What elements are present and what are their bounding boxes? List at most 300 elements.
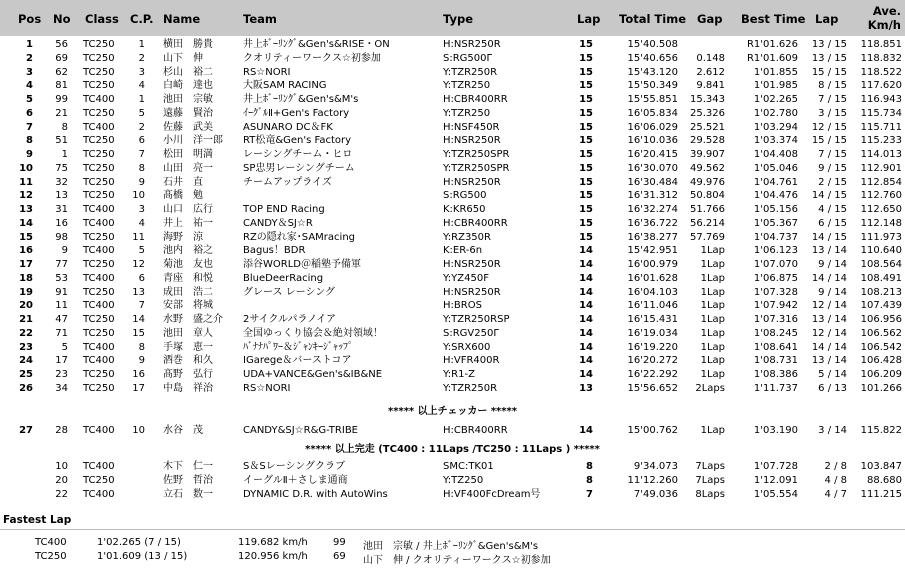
cell-gap: 1Lap bbox=[700, 425, 725, 436]
cell-team: CANDY＆SJ☆R bbox=[243, 217, 313, 229]
cell-cls: TC400 bbox=[83, 461, 115, 472]
cell-team: IGarege＆バーストコア bbox=[243, 355, 352, 367]
cell-name: 海野 涼 bbox=[163, 231, 203, 243]
cell-type: Y:TZR250RSP bbox=[443, 314, 510, 325]
cell-total: 16'20.415 bbox=[627, 149, 678, 160]
cell-type: H:BROS bbox=[443, 300, 482, 312]
cell-cp: 12 bbox=[132, 259, 145, 270]
table-row bbox=[0, 382, 905, 396]
cell-cp: 3 bbox=[138, 204, 145, 215]
cell-best: 1'08.641 bbox=[753, 341, 798, 353]
cell-blap: 14 / 15 bbox=[811, 190, 847, 202]
cell-gap: 39.907 bbox=[690, 149, 725, 160]
cell-cls: TC250 bbox=[83, 474, 115, 486]
cell-pos: 10 bbox=[19, 162, 33, 174]
cell-cls: TC250 bbox=[83, 52, 115, 64]
cell-type: Y:TZR250 bbox=[443, 80, 491, 92]
cell-type: S:RG500Γ bbox=[443, 52, 493, 64]
cell-no: 71 bbox=[55, 327, 68, 339]
cell-gap: 51.766 bbox=[690, 204, 725, 215]
cell-gap: 50.804 bbox=[690, 190, 725, 202]
results-header bbox=[0, 0, 905, 36]
fastest-lap-cls: TC250 bbox=[35, 551, 67, 562]
cell-ave: 114.013 bbox=[860, 149, 902, 160]
cell-type: S:RGV250Γ bbox=[443, 327, 499, 339]
fastest-lap-who: 山下 伸 / クオリティーワークス☆初参加 bbox=[363, 555, 551, 566]
table-row bbox=[0, 368, 905, 382]
table-row bbox=[0, 424, 905, 438]
cell-ave: 112.148 bbox=[860, 217, 902, 229]
cell-pos: 12 bbox=[19, 190, 33, 202]
cell-cp: 17 bbox=[132, 382, 145, 394]
table-row bbox=[0, 354, 905, 368]
cell-ave: 115.233 bbox=[860, 135, 902, 147]
cell-pos: 11 bbox=[19, 176, 33, 188]
fastest-lap-speed: 120.956 km/h bbox=[238, 551, 308, 562]
cell-name: 青座 和悦 bbox=[163, 272, 213, 284]
cell-type: H:CBR400RR bbox=[443, 217, 508, 229]
cell-gap: 57.769 bbox=[690, 231, 725, 243]
cell-type: Y:TZR250SPR bbox=[443, 149, 510, 160]
cell-ave: 106.542 bbox=[860, 341, 902, 353]
cell-no: 17 bbox=[55, 355, 68, 367]
cell-blap: 13 / 15 bbox=[811, 39, 847, 50]
cell-no: 75 bbox=[55, 162, 68, 174]
table-row bbox=[0, 460, 905, 474]
cell-gap: 15.343 bbox=[690, 94, 725, 105]
cell-type: K:KR650 bbox=[443, 204, 486, 215]
cell-gap: 29.528 bbox=[690, 135, 725, 147]
cell-no: 51 bbox=[55, 135, 68, 147]
table-row bbox=[0, 148, 905, 162]
cell-best: 1'03.374 bbox=[753, 135, 798, 147]
cell-ave: 108.213 bbox=[860, 286, 902, 298]
cell-name: 髙橋 勉 bbox=[163, 190, 203, 202]
cell-lap: 15 bbox=[579, 231, 593, 243]
cell-lap: 14 bbox=[579, 272, 593, 284]
cell-pos: 3 bbox=[26, 66, 33, 78]
cell-cp: 9 bbox=[138, 176, 145, 188]
cell-cp: 1 bbox=[138, 39, 145, 50]
cell-no: 56 bbox=[55, 39, 68, 50]
cell-best: 1'01.855 bbox=[753, 66, 798, 78]
cell-best: 1'07.942 bbox=[753, 300, 798, 312]
cell-blap: 9 / 14 bbox=[818, 259, 847, 270]
cell-pos: 13 bbox=[19, 204, 33, 215]
cell-type: H:NSR250R bbox=[443, 286, 501, 298]
cell-lap: 15 bbox=[579, 94, 593, 105]
cell-best: 1'04.737 bbox=[753, 231, 798, 243]
cell-lap: 14 bbox=[579, 369, 593, 380]
cell-cp: 16 bbox=[132, 369, 145, 380]
col-ave-line2: Km/h bbox=[867, 18, 901, 32]
cell-name: 池内 裕之 bbox=[163, 245, 213, 257]
table-row bbox=[0, 66, 905, 80]
col-best-time: Best Time bbox=[741, 12, 806, 26]
cell-cp: 1 bbox=[138, 94, 145, 105]
cell-type: H:NSR250R bbox=[443, 39, 501, 50]
table-row bbox=[0, 286, 905, 300]
cell-ave: 110.640 bbox=[860, 245, 902, 257]
cell-ave: 106.562 bbox=[860, 327, 902, 339]
cell-total: 15'56.652 bbox=[627, 382, 678, 394]
col-total-time: Total Time bbox=[619, 12, 686, 26]
cell-lap: 7 bbox=[586, 488, 593, 500]
cell-name: 安部 将城 bbox=[163, 300, 213, 312]
cell-total: 16'38.277 bbox=[627, 231, 678, 243]
cell-blap: 12 / 14 bbox=[811, 327, 847, 339]
cell-total: 15'50.349 bbox=[627, 80, 678, 92]
cell-lap: 13 bbox=[579, 382, 593, 394]
cell-pos: 1 bbox=[26, 39, 33, 50]
cell-pos: 27 bbox=[19, 425, 33, 436]
cell-no: 31 bbox=[55, 204, 68, 215]
cell-pos: 19 bbox=[19, 286, 33, 298]
table-row bbox=[0, 162, 905, 176]
cell-cls: TC400 bbox=[83, 217, 115, 229]
table-row bbox=[0, 52, 905, 66]
cell-cls: TC400 bbox=[83, 272, 115, 284]
cell-best: 1'05.367 bbox=[753, 217, 798, 229]
cell-team: RZの隠れ家･SAMracing bbox=[243, 231, 356, 243]
fastest-lap-time: 1'01.609 (13 / 15) bbox=[97, 551, 188, 562]
cell-lap: 15 bbox=[579, 80, 593, 92]
cell-total: 11'12.260 bbox=[627, 474, 678, 486]
cell-lap: 14 bbox=[579, 341, 593, 353]
cell-gap: 56.214 bbox=[690, 217, 725, 229]
cell-name: 木下 仁一 bbox=[163, 461, 213, 472]
cell-pos: 21 bbox=[19, 314, 33, 325]
cell-type: H:NSR250R bbox=[443, 176, 501, 188]
cell-cls: TC250 bbox=[83, 107, 115, 119]
cell-no: 53 bbox=[55, 272, 68, 284]
cell-total: 16'19.034 bbox=[627, 327, 678, 339]
table-row bbox=[0, 244, 905, 258]
cell-lap: 15 bbox=[579, 162, 593, 174]
table-row bbox=[0, 176, 905, 190]
cell-cls: TC400 bbox=[83, 245, 115, 257]
cell-blap: 4 / 7 bbox=[824, 488, 847, 500]
cell-cp: 6 bbox=[138, 272, 145, 284]
cell-ave: 106.428 bbox=[860, 355, 902, 367]
cell-gap: 1Lap bbox=[700, 327, 725, 339]
cell-team: Bagus！BDR bbox=[243, 245, 306, 257]
cell-team: S＆Sレーシングクラブ bbox=[243, 461, 346, 472]
cell-blap: 2 / 15 bbox=[818, 176, 847, 188]
cell-blap: 13 / 14 bbox=[811, 314, 847, 325]
cell-no: 10 bbox=[55, 461, 68, 472]
cell-cls: TC250 bbox=[83, 135, 115, 147]
cell-ave: 106.209 bbox=[860, 369, 902, 380]
cell-cls: TC250 bbox=[83, 369, 115, 380]
cell-name: 山口 広行 bbox=[163, 204, 213, 215]
cell-cls: TC250 bbox=[83, 80, 115, 92]
cell-type: H:NSR250R bbox=[443, 135, 501, 147]
cell-cp: 6 bbox=[138, 135, 145, 147]
cell-gap: 25.521 bbox=[690, 121, 725, 133]
cell-ave: 111.973 bbox=[860, 231, 902, 243]
cell-no: 47 bbox=[55, 314, 68, 325]
cell-no: 22 bbox=[55, 488, 68, 500]
cell-gap: 25.326 bbox=[690, 107, 725, 119]
cell-blap: 5 / 14 bbox=[818, 369, 847, 380]
cell-name: 水谷 茂 bbox=[163, 425, 203, 436]
cell-lap: 8 bbox=[586, 461, 593, 472]
cell-name: 菊池 友也 bbox=[163, 259, 213, 270]
cell-name: 酒巻 和久 bbox=[163, 355, 213, 367]
cell-gap: 1Lap bbox=[700, 355, 725, 367]
cell-no: 32 bbox=[55, 176, 68, 188]
cell-cls: TC250 bbox=[83, 39, 115, 50]
cell-team: RT松竜&Gen's Factory bbox=[243, 135, 352, 147]
cell-ave: 118.832 bbox=[860, 52, 902, 64]
cell-cls: TC400 bbox=[83, 425, 115, 436]
cell-no: 34 bbox=[55, 382, 68, 394]
cell-ave: 106.956 bbox=[860, 314, 902, 325]
cell-no: 9 bbox=[61, 245, 68, 257]
cell-cls: TC400 bbox=[83, 341, 115, 353]
cell-best: 1'01.985 bbox=[753, 80, 798, 92]
cell-team: ASUNARO DC＆FK bbox=[243, 121, 333, 133]
cell-total: 16'06.029 bbox=[627, 121, 678, 133]
cell-total: 15'00.762 bbox=[627, 425, 678, 436]
cell-no: 21 bbox=[55, 107, 68, 119]
cell-blap: 12 / 15 bbox=[811, 121, 847, 133]
cell-team: TOP END Racing bbox=[243, 204, 325, 215]
cell-cls: TC400 bbox=[83, 94, 115, 105]
fastest-lap-who: 池田 宗敏 / 井上ﾎﾞｰﾘﾝｸﾞ&Gen's&M's bbox=[363, 541, 539, 552]
cell-best: 1'07.070 bbox=[753, 259, 798, 270]
cell-blap: 14 / 15 bbox=[811, 231, 847, 243]
col-ave bbox=[868, 4, 901, 32]
cell-best: 1'08.245 bbox=[753, 327, 798, 339]
cell-lap: 15 bbox=[579, 39, 593, 50]
cell-team: SP忠男レーシングチーム bbox=[243, 162, 355, 174]
table-row bbox=[0, 121, 905, 135]
cell-cls: TC400 bbox=[83, 300, 115, 312]
col-team: Team bbox=[243, 12, 277, 26]
cell-blap: 6 / 13 bbox=[818, 382, 847, 394]
cell-gap: 1Lap bbox=[700, 286, 725, 298]
cell-cp: 7 bbox=[138, 149, 145, 160]
col-pos: Pos bbox=[18, 12, 42, 26]
cell-gap: 9.841 bbox=[696, 80, 725, 92]
cell-type: H:VF400FcDream号 bbox=[443, 488, 541, 500]
cell-ave: 118.522 bbox=[860, 66, 902, 78]
cell-total: 16'00.979 bbox=[627, 259, 678, 270]
fastest-lap-no: 99 bbox=[333, 537, 346, 548]
fastest-lap-no: 69 bbox=[333, 551, 346, 562]
cell-best: 1'07.728 bbox=[753, 461, 798, 472]
cell-cls: TC400 bbox=[83, 488, 115, 500]
cell-gap: 49.976 bbox=[690, 176, 725, 188]
cell-type: Y:SRX600 bbox=[443, 341, 491, 353]
cell-name: 遠藤 賢治 bbox=[163, 107, 213, 119]
cell-pos: 23 bbox=[19, 341, 33, 353]
cell-blap: 8 / 15 bbox=[818, 80, 847, 92]
cell-no: 20 bbox=[55, 474, 68, 486]
cell-cp: 14 bbox=[132, 314, 145, 325]
cell-pos: 5 bbox=[26, 94, 33, 105]
cell-lap: 14 bbox=[579, 327, 593, 339]
cell-cls: TC400 bbox=[83, 121, 115, 133]
cell-best: 1'04.408 bbox=[753, 149, 798, 160]
cell-pos: 8 bbox=[26, 135, 33, 147]
cell-best: 1'04.761 bbox=[753, 176, 798, 188]
fastest-lap-divider bbox=[0, 529, 905, 530]
cell-total: 15'40.508 bbox=[627, 39, 678, 50]
cell-lap: 14 bbox=[579, 245, 593, 257]
cell-name: 白崎 達也 bbox=[163, 80, 213, 92]
cell-total: 15'40.656 bbox=[627, 52, 678, 64]
cell-lap: 8 bbox=[586, 474, 593, 486]
cell-team: CANDY&SJ☆R&G-TRIBE bbox=[243, 425, 358, 436]
col-cp: C.P. bbox=[130, 12, 154, 26]
cell-lap: 15 bbox=[579, 52, 593, 64]
cell-type: H:CBR400RR bbox=[443, 94, 508, 105]
cell-cp: 5 bbox=[138, 245, 145, 257]
cell-best: 1'08.731 bbox=[753, 355, 798, 367]
cell-name: 横田 勝貴 bbox=[163, 39, 213, 50]
cell-name: 佐野 哲治 bbox=[163, 474, 213, 486]
cell-total: 16'19.220 bbox=[627, 341, 678, 353]
cell-blap: 3 / 14 bbox=[818, 425, 847, 436]
cell-blap: 15 / 15 bbox=[811, 66, 847, 78]
cell-ave: 117.620 bbox=[860, 80, 902, 92]
cell-cls: TC250 bbox=[83, 314, 115, 325]
cell-gap: 1Lap bbox=[700, 314, 725, 325]
cell-blap: 13 / 14 bbox=[811, 245, 847, 257]
cell-total: 16'01.628 bbox=[627, 272, 678, 284]
cell-name: 山下 伸 bbox=[163, 52, 203, 64]
cell-cls: TC250 bbox=[83, 327, 115, 339]
cell-no: 1 bbox=[61, 149, 68, 160]
cell-cp: 2 bbox=[138, 52, 145, 64]
cell-total: 16'11.046 bbox=[627, 300, 678, 312]
cell-lap: 14 bbox=[579, 259, 593, 270]
table-row bbox=[0, 231, 905, 245]
cell-ave: 112.901 bbox=[860, 162, 902, 174]
cell-gap: 7Laps bbox=[695, 474, 725, 486]
cell-best: 1'05.156 bbox=[753, 204, 798, 215]
cell-cp: 11 bbox=[132, 231, 145, 243]
cell-best: R1'01.609 bbox=[746, 52, 798, 64]
cell-ave: 115.734 bbox=[860, 107, 902, 119]
cell-cp: 10 bbox=[132, 425, 145, 436]
cell-gap: 1Lap bbox=[700, 245, 725, 257]
cell-no: 13 bbox=[55, 190, 68, 202]
cell-cp: 9 bbox=[138, 355, 145, 367]
cell-ave: 115.822 bbox=[860, 425, 902, 436]
cell-blap: 4 / 15 bbox=[818, 204, 847, 215]
cell-team: 全国ゆっくり協会＆絶対領域！ bbox=[243, 327, 383, 339]
fastest-lap-time: 1'02.265 (7 / 15) bbox=[97, 537, 181, 548]
cell-no: 77 bbox=[55, 259, 68, 270]
cell-total: 9'34.073 bbox=[633, 461, 678, 472]
cell-pos: 2 bbox=[26, 52, 33, 64]
table-row bbox=[0, 474, 905, 488]
table-row bbox=[0, 134, 905, 148]
cell-type: H:CBR400RR bbox=[443, 425, 508, 436]
cell-team: DYNAMIC D.R. with AutoWins bbox=[243, 488, 388, 500]
cell-gap: 1Lap bbox=[700, 272, 725, 284]
cell-ave: 112.854 bbox=[860, 176, 902, 188]
cell-pos: 6 bbox=[26, 107, 33, 119]
cell-cp: 2 bbox=[138, 121, 145, 133]
cell-name: 髙野 弘行 bbox=[163, 369, 213, 380]
cell-no: 11 bbox=[55, 300, 68, 312]
cell-blap: 13 / 14 bbox=[811, 355, 847, 367]
table-row bbox=[0, 341, 905, 355]
table-row bbox=[0, 79, 905, 93]
cell-team: 井上ﾎﾞｰﾘﾝｸﾞ&Gen's&M's bbox=[243, 94, 359, 105]
cell-best: 1'03.294 bbox=[753, 121, 798, 133]
cell-no: 91 bbox=[55, 286, 68, 298]
cell-blap: 7 / 15 bbox=[818, 94, 847, 105]
cell-pos: 18 bbox=[19, 272, 33, 284]
cell-best: 1'05.554 bbox=[753, 488, 798, 500]
cell-name: 井上 祐一 bbox=[163, 217, 213, 229]
cell-total: 15'43.120 bbox=[627, 66, 678, 78]
table-row bbox=[0, 38, 905, 52]
cell-team: グレース レーシング bbox=[243, 286, 336, 298]
col-type: Type bbox=[443, 12, 474, 26]
cell-type: Y:TZ250 bbox=[443, 474, 484, 486]
cell-pos: 20 bbox=[19, 300, 33, 312]
cell-team: レーシングチーム・ヒロ bbox=[243, 149, 353, 160]
cell-cp: 8 bbox=[138, 162, 145, 174]
cell-cp: 13 bbox=[132, 286, 145, 298]
cell-ave: 103.847 bbox=[860, 461, 902, 472]
cell-pos: 15 bbox=[19, 231, 33, 243]
cell-total: 16'30.070 bbox=[627, 162, 678, 174]
cell-cls: TC250 bbox=[83, 176, 115, 188]
cell-lap: 15 bbox=[579, 190, 593, 202]
cell-lap: 15 bbox=[579, 149, 593, 160]
cell-blap: 14 / 14 bbox=[811, 341, 847, 353]
cell-cp: 4 bbox=[138, 80, 145, 92]
cell-type: Y:RZ350R bbox=[443, 231, 491, 243]
cell-best: 1'06.875 bbox=[753, 272, 798, 284]
table-row bbox=[0, 189, 905, 203]
cell-gap: 8Laps bbox=[695, 488, 725, 500]
cell-gap: 49.562 bbox=[690, 162, 725, 174]
cell-pos: 24 bbox=[19, 355, 33, 367]
cell-type: K:ER-6n bbox=[443, 245, 483, 257]
fastest-lap-title: Fastest Lap bbox=[3, 514, 72, 526]
cell-pos: 22 bbox=[19, 327, 33, 339]
cell-lap: 15 bbox=[579, 135, 593, 147]
cell-name: 山田 亮一 bbox=[163, 162, 213, 174]
cell-type: Y:TZR250R bbox=[443, 66, 498, 78]
finish-note: ***** 以上完走 (TC400 : 11Laps /TC250 : 11Laps ) ***** bbox=[305, 444, 600, 455]
cell-total: 16'05.834 bbox=[627, 107, 678, 119]
cell-ave: 115.711 bbox=[860, 121, 902, 133]
table-row bbox=[0, 299, 905, 313]
cell-ave: 118.851 bbox=[860, 39, 902, 50]
cell-best: 1'03.190 bbox=[753, 425, 798, 436]
cell-name: 小川 洋一郎 bbox=[163, 135, 223, 147]
col-lap: Lap bbox=[577, 12, 601, 26]
cell-pos: 26 bbox=[19, 382, 33, 394]
cell-no: 98 bbox=[55, 231, 68, 243]
cell-cls: TC250 bbox=[83, 66, 115, 78]
cell-team: 添谷WORLD＠稲塾予備軍 bbox=[243, 259, 361, 270]
cell-cls: TC250 bbox=[83, 149, 115, 160]
cell-lap: 14 bbox=[579, 355, 593, 367]
cell-total: 16'30.484 bbox=[627, 176, 678, 188]
cell-name: 立石 数一 bbox=[163, 488, 213, 500]
